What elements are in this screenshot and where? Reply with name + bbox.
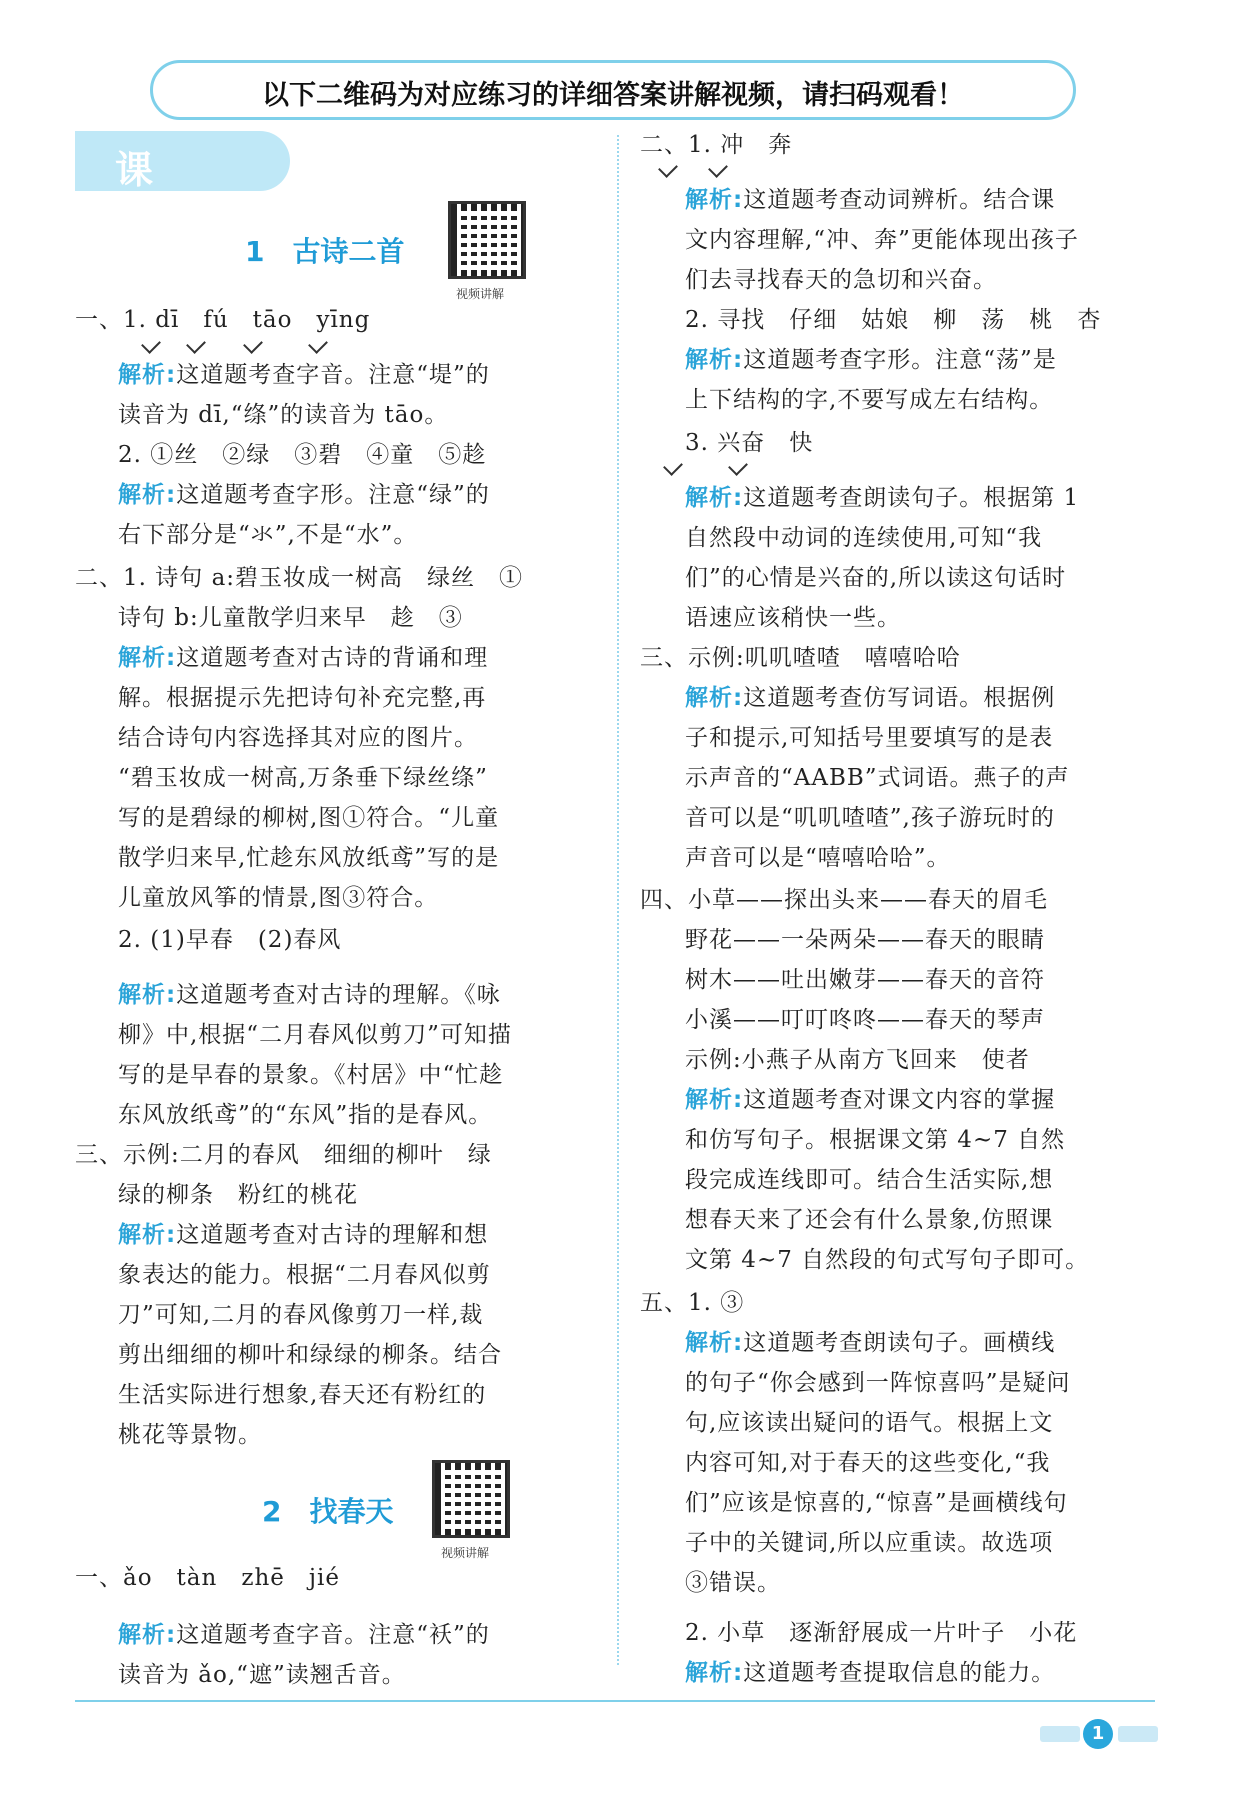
banner-text: 以下二维码为对应练习的详细答案讲解视频，请扫码观看！ bbox=[262, 80, 964, 111]
text-line: ③错误。 bbox=[685, 1570, 781, 1596]
text-line: 2. (1)早春 (2)春风 bbox=[118, 927, 342, 953]
column-divider bbox=[617, 135, 619, 1665]
text-line: 2. 寻找 仔细 姑娘 柳 荡 桃 杏 bbox=[685, 307, 1102, 333]
text-line bbox=[685, 1082, 1055, 1118]
lesson-2-title: 2 找春天 bbox=[262, 1495, 394, 1528]
text-line: 读音为 dī,“绦”的读音为 tāo。 bbox=[118, 402, 449, 428]
text-line: 五、1. ③ bbox=[640, 1290, 745, 1316]
text-line: 读音为 ǎo,“遮”读翘舌音。 bbox=[118, 1662, 406, 1688]
text-line bbox=[118, 1217, 488, 1253]
analysis-text: 这道题考查提取信息的能力。 bbox=[743, 1660, 1056, 1686]
text-line bbox=[685, 1325, 1055, 1361]
text-line: 生活实际进行想象,春天还有粉红的 bbox=[118, 1382, 487, 1408]
text-line: 绿的柳条 粉红的桃花 bbox=[118, 1182, 358, 1208]
analysis-label: 解析: bbox=[118, 482, 177, 508]
analysis-text: 这道题考查字形。注意“绿”的 bbox=[176, 482, 490, 508]
analysis-label: 解析: bbox=[118, 362, 177, 388]
text-line: 示声音的“AABB”式词语。燕子的声 bbox=[685, 765, 1070, 791]
text-line: 们去寻找春天的急切和兴奋。 bbox=[685, 267, 997, 293]
text-line: 桃花等景物。 bbox=[118, 1422, 262, 1448]
analysis-label: 解析: bbox=[685, 685, 744, 711]
text-line: 右下部分是“氺”,不是“水”。 bbox=[118, 522, 418, 548]
text-line bbox=[685, 1655, 1055, 1691]
lesson-1-title: 1 古诗二首 bbox=[245, 235, 405, 268]
text-line: 声音可以是“嘻嘻哈哈”。 bbox=[685, 845, 951, 871]
banner bbox=[150, 60, 1076, 120]
analysis-text: 这道题考查对古诗的理解和想 bbox=[176, 1222, 489, 1248]
section-label: 课 文 bbox=[115, 148, 184, 247]
text-line bbox=[685, 182, 1055, 218]
qr-code-icon[interactable] bbox=[448, 201, 526, 279]
analysis-label: 解析: bbox=[685, 1087, 744, 1113]
section-tab bbox=[75, 131, 290, 247]
text-line bbox=[685, 480, 1079, 516]
text-line bbox=[118, 977, 501, 1013]
text-line: 一、ǎo tàn zhē jié bbox=[75, 1565, 340, 1591]
text-line: 子和提示,可知括号里要填写的是表 bbox=[685, 725, 1054, 751]
text-line bbox=[118, 357, 490, 393]
text-line bbox=[685, 680, 1055, 716]
text-line: 子中的关键词,所以应重读。故选项 bbox=[685, 1530, 1054, 1556]
check-mark-icon bbox=[663, 456, 683, 476]
text-line: 文第 4~7 自然段的句式写句子即可。 bbox=[685, 1247, 1090, 1273]
text-line bbox=[118, 640, 488, 676]
qr-label-1: 视频讲解 bbox=[456, 287, 505, 301]
analysis-text: 这道题考查字形。注意“荡”是 bbox=[743, 347, 1057, 373]
analysis-label: 解析: bbox=[685, 187, 744, 213]
text-line: 诗句 b:儿童散学归来早 趁 ③ bbox=[118, 605, 463, 631]
analysis-label: 解析: bbox=[685, 1660, 744, 1686]
text-line: 音可以是“叽叽喳喳”,孩子游玩时的 bbox=[685, 805, 1055, 831]
text-line: 的句子“你会感到一阵惊喜吗”是疑问 bbox=[685, 1370, 1071, 1396]
text-line: 内容可知,对于春天的这些变化,“我 bbox=[685, 1450, 1051, 1476]
text-line: 三、示例:二月的春风 细细的柳叶 绿 bbox=[75, 1142, 492, 1168]
analysis-label: 解析: bbox=[118, 1622, 177, 1648]
analysis-label: 解析: bbox=[685, 1330, 744, 1356]
analysis-text: 这道题考查字音。注意“袄”的 bbox=[176, 1622, 490, 1648]
text-line: 段完成连线即可。结合生活实际,想 bbox=[685, 1167, 1054, 1193]
analysis-label: 解析: bbox=[685, 347, 744, 373]
text-line: 写的是碧绿的柳树,图①符合。“儿童 bbox=[118, 805, 500, 831]
analysis-text: 这道题考查动词辨析。结合课 bbox=[743, 187, 1056, 213]
text-line bbox=[685, 342, 1057, 378]
analysis-label: 解析: bbox=[118, 645, 177, 671]
analysis-label: 解析: bbox=[685, 485, 744, 511]
footer-decoration-right bbox=[1118, 1726, 1158, 1742]
analysis-text: 这道题考查对课文内容的掌握 bbox=[743, 1087, 1056, 1113]
text-line: 刀”可知,二月的春风像剪刀一样,裁 bbox=[118, 1302, 484, 1328]
text-line: 二、1. 冲 奔 bbox=[640, 132, 793, 158]
analysis-label: 解析: bbox=[118, 982, 177, 1008]
analysis-text: 这道题考查对古诗的理解。《咏 bbox=[176, 982, 501, 1008]
text-line: 剪出细细的柳叶和绿绿的柳条。结合 bbox=[118, 1342, 502, 1368]
text-line: 3. 兴奋 快 bbox=[685, 430, 814, 456]
analysis-text: 这道题考查字音。注意“堤”的 bbox=[176, 362, 490, 388]
text-line: 文内容理解,“冲、奔”更能体现出孩子 bbox=[685, 227, 1079, 253]
text-line: 语速应该稍快一些。 bbox=[685, 605, 901, 631]
text-line: 写的是早春的景象。《村居》中“忙趁 bbox=[118, 1062, 504, 1088]
text-line: 2. ①丝 ②绿 ③碧 ④童 ⑤趁 bbox=[118, 442, 487, 468]
qr-label-2: 视频讲解 bbox=[441, 1546, 490, 1560]
text-line bbox=[118, 477, 490, 513]
text-line: 四、小草——探出头来——春天的眉毛 bbox=[640, 887, 1048, 913]
analysis-text: 这道题考查朗读句子。画横线 bbox=[743, 1330, 1056, 1356]
footer-line bbox=[75, 1700, 1155, 1702]
text-line: 示例:小燕子从南方飞回来 使者 bbox=[685, 1047, 1030, 1073]
text-line: 和仿写句子。根据课文第 4~7 自然 bbox=[685, 1127, 1066, 1153]
text-line: 三、示例:叽叽喳喳 嘻嘻哈哈 bbox=[640, 645, 961, 671]
text-line: 二、1. 诗句 a:碧玉妆成一树高 绿丝 ① bbox=[75, 565, 524, 591]
text-line: “碧玉妆成一树高,万条垂下绿丝绦” bbox=[118, 765, 488, 791]
text-line: 想春天来了还会有什么景象,仿照课 bbox=[685, 1207, 1054, 1233]
text-line: 一、1. dī fú tāo yīng bbox=[75, 307, 371, 333]
text-line: 解。根据提示先把诗句补充完整,再 bbox=[118, 685, 487, 711]
text-line: 儿童放风筝的情景,图③符合。 bbox=[118, 885, 439, 911]
text-line: 野花——一朵两朵——春天的眼睛 bbox=[685, 927, 1045, 953]
text-line: 2. 小草 逐渐舒展成一片叶子 小花 bbox=[685, 1620, 1078, 1646]
text-line: 上下结构的字,不要写成左右结构。 bbox=[685, 387, 1054, 413]
text-line: 柳》中,根据“二月春风似剪刀”可知描 bbox=[118, 1022, 512, 1048]
text-line: 东风放纸鸢”的“东风”指的是春风。 bbox=[118, 1102, 493, 1128]
text-line: 树木——吐出嫩芽——春天的音符 bbox=[685, 967, 1045, 993]
footer-decoration-left bbox=[1040, 1726, 1080, 1742]
analysis-text: 这道题考查朗读句子。根据第 1 bbox=[743, 485, 1080, 511]
text-line: 象表达的能力。根据“二月春风似剪 bbox=[118, 1262, 491, 1288]
text-line: 们”应该是惊喜的,“惊喜”是画横线句 bbox=[685, 1490, 1068, 1516]
analysis-label: 解析: bbox=[118, 1222, 177, 1248]
analysis-text: 这道题考查仿写词语。根据例 bbox=[743, 685, 1056, 711]
text-line: 自然段中动词的连续使用,可知“我 bbox=[685, 525, 1043, 551]
text-line: 们”的心情是兴奋的,所以读这句话时 bbox=[685, 565, 1067, 591]
analysis-text: 这道题考查对古诗的背诵和理 bbox=[176, 645, 489, 671]
text-line: 小溪——叮叮咚咚——春天的琴声 bbox=[685, 1007, 1045, 1033]
text-line: 结合诗句内容选择其对应的图片。 bbox=[118, 725, 478, 751]
text-line: 句,应该读出疑问的语气。根据上文 bbox=[685, 1410, 1054, 1436]
qr-code-icon[interactable] bbox=[432, 1460, 510, 1538]
text-line bbox=[118, 1617, 490, 1653]
text-line: 散学归来早,忙趁东风放纸鸢”写的是 bbox=[118, 845, 500, 871]
page-number: 1 bbox=[1083, 1719, 1113, 1749]
